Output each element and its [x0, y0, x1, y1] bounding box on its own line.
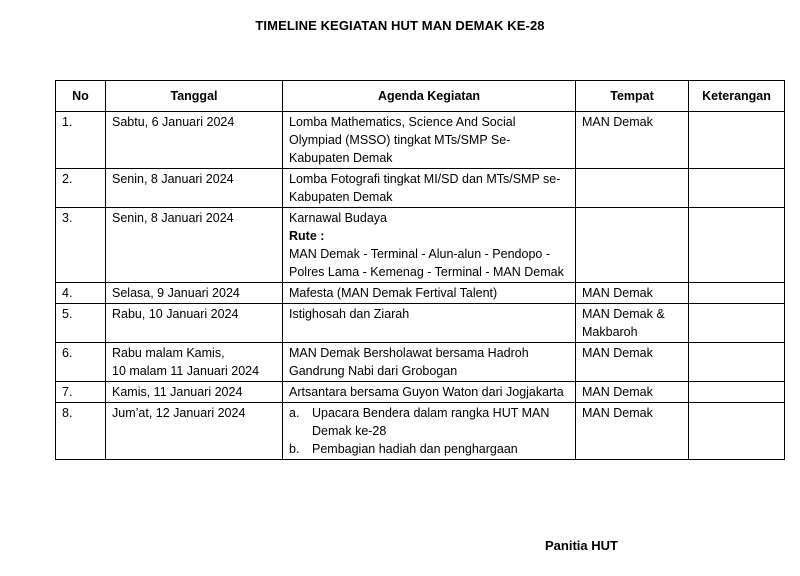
table-row: [56, 382, 785, 403]
agenda-sub-item: [289, 440, 569, 458]
cell-tempat: [576, 208, 689, 283]
cell-no: 7.: [56, 382, 106, 403]
cell-tanggal: Selasa, 9 Januari 2024: [106, 283, 283, 304]
table-row: [56, 343, 785, 382]
rute-text: MAN Demak - Terminal - Alun-alun - Pendopo - Polres Lama - Kemenag - Terminal - MAN Demak: [289, 247, 564, 279]
cell-no: 8.: [56, 403, 106, 460]
cell-tanggal: [106, 343, 283, 382]
sub-item-letter: a.: [289, 406, 300, 420]
cell-keterangan: [689, 403, 785, 460]
cell-tempat: MAN Demak & Makbaroh: [576, 304, 689, 343]
agenda-sub-item: [289, 404, 569, 440]
cell-tanggal: Kamis, 11 Januari 2024: [106, 382, 283, 403]
document-title: TIMELINE KEGIATAN HUT MAN DEMAK KE-28: [255, 18, 545, 33]
cell-keterangan: [689, 304, 785, 343]
cell-agenda: Lomba Fotografi tingkat MI/SD dan MTs/SMP se-Kabupaten Demak: [283, 169, 576, 208]
sub-item-text: Pembagian hadiah dan penghargaan: [312, 442, 518, 456]
cell-keterangan: [689, 112, 785, 169]
cell-agenda: Lomba Mathematics, Science And Social Olympiad (MSSO) tingkat MTs/SMP Se-Kabupaten Demak: [283, 112, 576, 169]
table-row: [56, 403, 785, 460]
table-header-row: [56, 81, 785, 112]
header-keterangan: Keterangan: [689, 81, 785, 112]
table-row: [56, 208, 785, 283]
header-no: No: [56, 81, 106, 112]
cell-no: 3.: [56, 208, 106, 283]
cell-tempat: MAN Demak: [576, 343, 689, 382]
cell-no: 2.: [56, 169, 106, 208]
header-agenda: Agenda Kegiatan: [283, 81, 576, 112]
cell-tempat: MAN Demak: [576, 283, 689, 304]
table-row: [56, 304, 785, 343]
header-tempat: Tempat: [576, 81, 689, 112]
table-row: [56, 283, 785, 304]
cell-tanggal: Senin, 8 Januari 2024: [106, 208, 283, 283]
sub-item-letter: b.: [289, 442, 300, 456]
sub-item-text: Upacara Bendera dalam rangka HUT MAN Demak ke-28: [312, 406, 550, 438]
cell-tempat: MAN Demak: [576, 382, 689, 403]
tanggal-line-1: Rabu malam Kamis,: [112, 346, 225, 360]
cell-keterangan: [689, 169, 785, 208]
cell-keterangan: [689, 343, 785, 382]
cell-tempat: MAN Demak: [576, 403, 689, 460]
cell-agenda: Artsantara bersama Guyon Waton dari Jogjakarta: [283, 382, 576, 403]
timeline-table: [55, 80, 785, 460]
footer-signature: Panitia HUT: [545, 538, 618, 553]
cell-agenda: Istighosah dan Ziarah: [283, 304, 576, 343]
cell-keterangan: [689, 283, 785, 304]
tanggal-line-2: 10 malam 11 Januari 2024: [112, 364, 260, 378]
table-row: [56, 112, 785, 169]
cell-tanggal: Senin, 8 Januari 2024: [106, 169, 283, 208]
cell-agenda: Mafesta (MAN Demak Fertival Talent): [283, 283, 576, 304]
cell-tempat: MAN Demak: [576, 112, 689, 169]
cell-no: 5.: [56, 304, 106, 343]
cell-no: 4.: [56, 283, 106, 304]
cell-tempat: [576, 169, 689, 208]
cell-keterangan: [689, 208, 785, 283]
cell-tanggal: Sabtu, 6 Januari 2024: [106, 112, 283, 169]
cell-tanggal: Jum’at, 12 Januari 2024: [106, 403, 283, 460]
cell-agenda: [283, 208, 576, 283]
cell-no: 1.: [56, 112, 106, 169]
cell-keterangan: [689, 382, 785, 403]
table-row: [56, 169, 785, 208]
cell-agenda: [283, 403, 576, 460]
cell-no: 6.: [56, 343, 106, 382]
cell-agenda: MAN Demak Bersholawat bersama Hadroh Gandrung Nabi dari Grobogan: [283, 343, 576, 382]
rute-label: Rute :: [289, 229, 325, 243]
agenda-text: Karnawal Budaya: [289, 211, 387, 225]
header-tanggal: Tanggal: [106, 81, 283, 112]
cell-tanggal: Rabu, 10 Januari 2024: [106, 304, 283, 343]
